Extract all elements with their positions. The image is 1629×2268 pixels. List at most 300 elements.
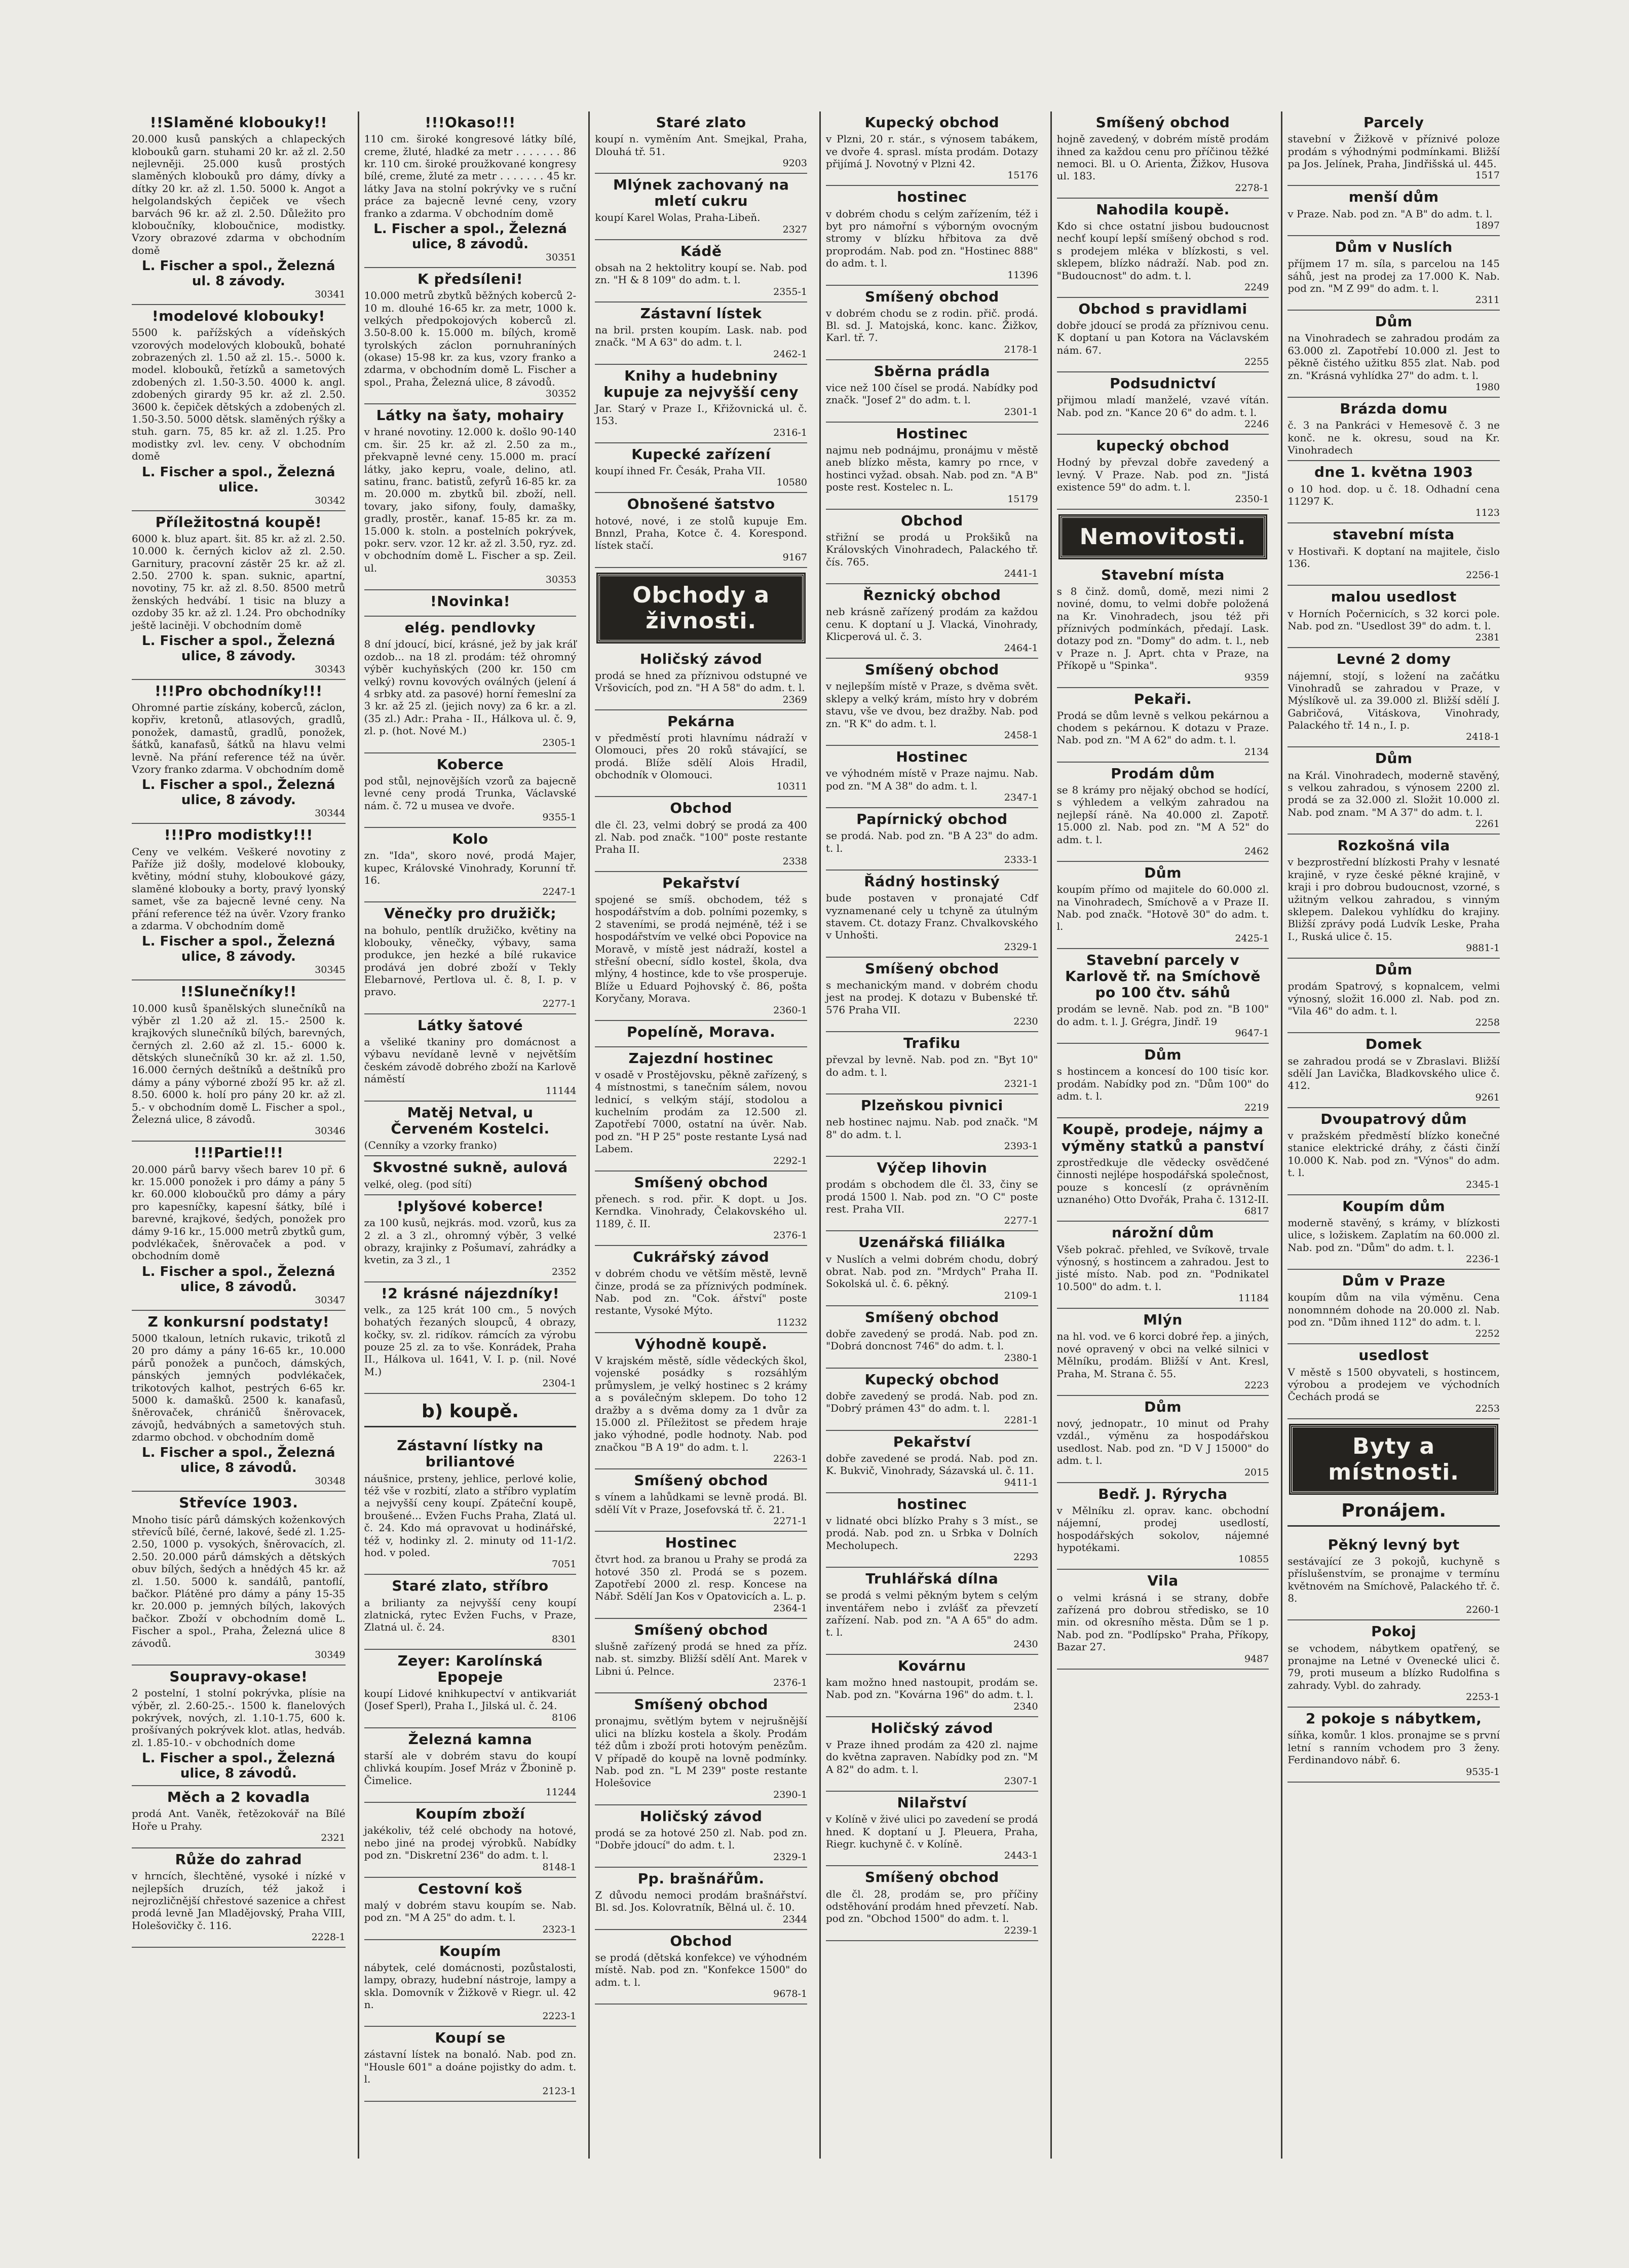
ad-title: Koupím zboží <box>415 1805 525 1823</box>
ad-code: 2307-1 <box>1004 1775 1038 1787</box>
ad-title: Měch a 2 kovadla <box>167 1789 310 1806</box>
ad-title: Domek <box>1365 1036 1422 1053</box>
ad-title: Smíšený obchod <box>634 1696 768 1713</box>
ad-title: Pekařství <box>893 1433 971 1450</box>
ad-title: Střevíce 1903. <box>179 1494 298 1511</box>
classified-ad <box>1287 835 1500 959</box>
ad-text: v Kolíně v živé ulici po zavedení se prodá hned. K doptaní u J. Pleuera, Praha, Riegr. kuchyně č. v Kolíně. <box>825 1813 1038 1850</box>
ad-code: 2261 <box>1475 818 1500 830</box>
classified-ad <box>1057 111 1269 199</box>
ad-code: 2425-1 <box>1235 932 1269 944</box>
ad-text: dobře jdoucí se prodá za příznivou cenu. K doptaní u pan Kotora na Václavském nám. 67. <box>1056 319 1269 356</box>
ad-text: 20.000 kusů panských a chlapeckých klobouků garn. stuhami 20 kr. až zl. 2.50 nejlevněji. 25.000 kusů prostých slaměných klobouků pro dámy, dívky a dítky 20 kr. až zl. 1.50. 5000 k. Angot a helgolandských čepiček ve všech barvách 96 kr. až zl. 2.50. Důležito pro kloboučníky, kloboučnice, modistky. Vzory obrazové zdarma v obchodním domě <box>132 133 346 256</box>
ad-text: se vchodem, nábytkem opatřený, se pronajme na Letné v Ovenecké ulici č. 79, proti museum a blízko Rudolfina s zahrady. Vybl. do zahrady. <box>1287 1642 1500 1691</box>
ad-text: v Hostivaři. K doptaní na majitele, čislo 136. <box>1287 545 1500 570</box>
ad-title: Smíšený obchod <box>865 1869 999 1886</box>
classified-ad <box>1287 1708 1500 1782</box>
ad-code: 9411-1 <box>1004 1477 1038 1488</box>
ad-text: bude postaven v pronajaté Cdf vyznamenané cely u tchyně za útulným stavem. Ct. dotazy Franz. Chvalkovského v Unhošti. <box>825 892 1038 941</box>
ad-title: Obchod <box>900 512 963 529</box>
ad-text: v Praze. Nab. pod zn. "A B" do adm. t. l. <box>1287 207 1493 220</box>
ad-title: Věnečky pro družičk; <box>384 905 557 922</box>
section-heading: Pronájem. <box>1287 1500 1500 1527</box>
classified-ad <box>1057 949 1269 1044</box>
ad-title: Pekaři. <box>1133 690 1192 707</box>
ad-text: na bril. prsten koupím. Lask. nab. pod značk. "M A 63" do adm. t. l. <box>595 323 807 349</box>
classified-ad <box>132 1311 346 1492</box>
ad-title: !Novinka! <box>430 593 510 610</box>
ad-title: K předsíleni! <box>418 270 523 287</box>
classified-ad <box>826 659 1038 746</box>
classified-ad <box>826 360 1038 423</box>
ad-title: kupecký obchod <box>1096 437 1230 455</box>
ad-title: Dům v Praze <box>1342 1272 1446 1289</box>
ad-title: Papírnický obchod <box>856 811 1008 828</box>
ad-title: Dům <box>1375 961 1413 978</box>
ad-code: 15176 <box>1007 170 1038 181</box>
section-banner: Nemovitosti. <box>1060 516 1266 558</box>
ad-title: Dům <box>1375 313 1413 330</box>
ad-text: obsah na 2 hektolitry koupí se. Nab. pod zn. "H & 8 109" do adm. t. l. <box>595 261 807 286</box>
ad-title: usedlost <box>1358 1347 1429 1364</box>
classified-ad <box>364 1575 577 1649</box>
ad-code: 2458-1 <box>1004 730 1038 741</box>
ad-code: 30346 <box>315 1125 346 1137</box>
ad-text: Ohromné partie získány, koberců, záclon, kopřiv, kretonů, atlasových, gradlů, ponožek, damastů, gradlů, ponožek, šátků, kanafasů, šátků na hlavu velmi levně. Na přání reference též na úvěr. Vzory franko zdarma. V obchodním domě <box>132 701 346 776</box>
ad-code: 2430 <box>1013 1638 1038 1650</box>
ad-text: zprostředkuje dle vědecky osvědčené činnosti nejlépe hospodářská společnost, pouze s konceslí (z oprávněním uznaného) Otto Dvořák, Praha č. 1312-II. <box>1056 1156 1269 1205</box>
ad-text: v bezprostřední blízkosti Prahy v lesnaté krajině, v ryze české pěkné krajině, v kraji i pro dobrou budoucnost, vzorné, s užitným velkou zahradou, s vinným sklepem. Dalekou vyhlídku do krajiny. Bližší zprávy podá Ludvík Leske, Praha I., Ruská ulice č. 15. <box>1287 856 1500 942</box>
ad-code: 2292-1 <box>773 1155 807 1166</box>
ad-text: Z důvodu nemoci prodám brašnářství. Bl. sd. Jos. Kolovratník, Bělná ul. č. 10. <box>595 1888 807 1914</box>
ad-title: Hostinec <box>896 748 968 766</box>
classified-ad <box>1287 1344 1500 1419</box>
ad-title: 2 pokoje s nábytkem, <box>1305 1710 1482 1727</box>
classified-ad <box>1287 586 1500 648</box>
ad-title: Pekařství <box>662 874 740 891</box>
ad-text: v Nuslích a velmi dobrém chodu, dobrý obrat. Nab. pod zn. "Mrdych" Praha II. Sokolská ul. č. 6. pěkný. <box>825 1253 1038 1290</box>
ad-text: převzal by levně. Nab. pod zn. "Byt 10" do adm. t. l. <box>825 1053 1038 1078</box>
ad-text: střižní se prodá u Prokšiků na Královských Vinohradech, Palackého tř. čís. 765. <box>825 531 1038 568</box>
ad-title: Kupecké zařízení <box>631 445 771 463</box>
ad-text: 10.000 kusů španělských slunečníků na výběr zl 1.20 až zl. 15.- 2500 k. krajkových slunečníků bílých, barevných, černých zl. 2.60 až zl. 15.- 6000 k. dětských slunečníků 30 kr. až zl. 1.50, 16.000 černých deštníků a deštníků pro dámy a pány výborné zboží 95 kr. až zl. 8.50. 6000 k. holí pro pány 20 kr. až zl. 5.- v obchodním domě L. Fischer a spol., Železná ulice, 8 závodů. <box>132 1002 346 1126</box>
classified-ad <box>595 872 807 1021</box>
ad-title: Pp. brašnářům. <box>637 1870 765 1887</box>
ad-code: 2329-1 <box>773 1851 807 1863</box>
ad-code: 2340 <box>1013 1700 1038 1712</box>
column-6 <box>1281 111 1505 2159</box>
classified-ad <box>132 111 346 305</box>
ad-text: V krajském městě, sídle vědeckých škol, vojenské posádky s rozsáhlým průmyslem, je velký hostinec s 2 krámy a s poválečným sklepem. Do toho 12 dražby a s dvěma domy za 1 dvůr za 15.000 zl. Příležitost se předem hraje jako výhodné, podle hodnoty. Nab. pod značkou "B A 19" do adm. t. l. <box>595 1354 807 1453</box>
ad-text: v Horních Počernicích, s 32 korci pole. Nab. pod zn. "Usedlost 39" do adm. t. l. <box>1287 607 1500 632</box>
classified-ad <box>132 1786 346 1848</box>
classified-ad <box>132 1666 346 1786</box>
ad-text: v nejlepším místě v Praze, s dvěma svět. sklepy a velký krám, místo hry v dobrém stavu, vše ve dvou, bez dražby. Nab. pod zn. "R K" do adm. t. l. <box>825 680 1038 730</box>
ad-code: 10311 <box>776 781 807 792</box>
ad-title: hostinec <box>897 188 967 206</box>
ad-text: nový, jednopatr., 10 minut od Prahy vzdál., výměnu za hospodářskou usedlost. Nab. pod zn. "D V J 15000" do adm. t. l. <box>1056 1417 1269 1467</box>
classified-ad <box>595 710 807 798</box>
ad-title: Pekárna <box>667 712 735 730</box>
classified-ad <box>595 1693 807 1805</box>
classified-ad <box>364 1195 577 1282</box>
classified-ad <box>826 1493 1038 1568</box>
ad-title: Koupím dům <box>1342 1197 1446 1215</box>
ad-code: 2338 <box>782 855 807 867</box>
ad-title: Výčep lihovin <box>877 1159 988 1177</box>
ad-text: prodá se za hotové 250 zl. Nab. pod zn. "Dobře jdoucí" do adm. t. l. <box>595 1826 807 1851</box>
ad-title: !!Slunečníky!! <box>180 983 297 1000</box>
ad-code: 2223-1 <box>542 2011 577 2022</box>
ad-title: Holičský závod <box>639 650 763 667</box>
classified-ad <box>1057 763 1269 862</box>
ad-code: 9167 <box>782 551 807 563</box>
ad-title: !plyšové koberce! <box>396 1197 544 1215</box>
ad-code: 11184 <box>1238 1293 1269 1304</box>
ad-code: 1517 <box>1475 170 1500 181</box>
ad-text: zástavní lístek na bonaló. Nab. pod zn. "Housle 601" a doáne pojistky do adm. t. l. <box>364 2048 577 2086</box>
newspaper-page <box>127 111 1505 2159</box>
ad-title: Uzenářská filiálka <box>858 1234 1006 1251</box>
ad-title: Popelíně, Morava. <box>626 1023 776 1040</box>
ad-title: Hostinec <box>665 1534 737 1552</box>
ad-code: 9678-1 <box>773 1988 807 1999</box>
ad-code: 2418-1 <box>1466 731 1500 743</box>
ad-text: v lidnaté obci blízko Prahy s 3 míst., se prodá. Nab. pod zn. u Srbka v Dolních Mecholupech. <box>825 1514 1038 1552</box>
ad-code: 9261 <box>1475 1091 1500 1103</box>
classified-ad <box>364 1803 577 1877</box>
ad-code: 2301-1 <box>1004 406 1038 418</box>
ad-title: Brázda domu <box>1340 400 1448 418</box>
ad-title: !!!Pro obchodníky!!! <box>155 682 323 699</box>
ad-firm: L. Fischer a spol., Železná ulice, 8 závodů. <box>142 1264 335 1295</box>
ad-code: 7051 <box>551 1559 577 1570</box>
ad-code: 2333-1 <box>1004 854 1038 865</box>
ad-code: 2281-1 <box>1004 1414 1038 1426</box>
ad-code: 2344 <box>782 1913 807 1925</box>
classified-ad <box>826 1306 1038 1369</box>
ad-title: !!Slaměné klobouky!! <box>149 114 327 131</box>
ad-title: Kolo <box>452 830 488 847</box>
ad-text: Ceny ve velkém. Veškeré novotiny z Paříže již došly, modelové klobouky, květiny, módní stuhy, kloboukové gázy, slaměné klobouky a borty, pravý lyonský samet, vše za bajecně levné ceny. Na přání reference též na úvěr. Vzory franko a zdarma. V obchodním domě <box>132 845 346 932</box>
ad-code: 2376-1 <box>773 1677 807 1689</box>
classified-ad <box>1057 862 1269 949</box>
ad-firm: L. Fischer a spol., Železná ulice, 8 závody. <box>142 777 335 808</box>
ad-title: Koupí se <box>435 2029 506 2047</box>
classified-ad <box>595 240 807 303</box>
classified-ad <box>595 648 807 710</box>
ad-title: Dvoupatrový dům <box>1320 1110 1467 1127</box>
ad-code: 2327 <box>782 223 807 235</box>
classified-ad <box>595 1021 807 1047</box>
ad-title: Zástavní lístek <box>640 305 762 322</box>
classified-ad <box>595 1171 807 1246</box>
ad-code: 2464-1 <box>1004 642 1038 654</box>
ad-title: Zeyer: Karolínská Epopeje <box>397 1652 543 1685</box>
ad-title: Cestovní koš <box>418 1880 523 1897</box>
ad-code: 9487 <box>1244 1653 1269 1665</box>
ad-code: 30351 <box>545 251 577 263</box>
ad-title: Stavební parcely v Karlově tř. na Smíchově po 100 čtv. sáhů <box>1065 951 1261 1001</box>
ad-text: V městě s 1500 obyvateli, s hostincem, výrobou a prodejem ve východních Čechách prodá se <box>1287 1366 1500 1403</box>
ad-text: hotové, nové, i ze stolů kupuje Em. Bnnzl, Praha, Kotce č. 4. Korespond. lístek stačí. <box>595 514 807 552</box>
classified-ad <box>826 510 1038 584</box>
ad-title: Mlýnek zachovaný na mletí cukru <box>613 176 789 210</box>
ad-code: 30341 <box>315 289 346 300</box>
ad-code: 2462-1 <box>773 348 807 360</box>
ad-code: 2255 <box>1244 356 1269 368</box>
ad-code: 11396 <box>1007 269 1038 281</box>
ad-code: 2376-1 <box>773 1230 807 1241</box>
classified-ad <box>595 1619 807 1693</box>
classified-ad <box>364 268 577 404</box>
ad-text: pronajmu, světlým bytem v nejrušnější ulici na blízku kostela a školy. Prodám též dům i zboží proti hotovým penězům. V případě do koupě na lovně podmínky. Nab. pod zn. "L M 239" poste restante Holešovice <box>595 1715 807 1789</box>
ad-code: 15179 <box>1007 493 1038 505</box>
classified-ad <box>1287 311 1500 398</box>
ad-code: 2123-1 <box>542 2085 577 2097</box>
classified-ad <box>595 111 807 174</box>
classified-ad <box>132 980 346 1142</box>
ad-code: 2256-1 <box>1466 570 1500 581</box>
ad-text: koupí ihned Fr. Česák, Praha VII. <box>595 465 766 477</box>
ad-code: 10855 <box>1238 1554 1269 1565</box>
ad-text: za 100 kusů, nejkrás. mod. vzorů, kus za 2 zl. a 3 zl., ohromný výběr, 3 velké obrazy, krajinky z Pošumaví, zahrádky a kvetin, za 3 zl., 1 <box>364 1217 577 1266</box>
ad-code: 2252 <box>1475 1328 1500 1340</box>
classified-ad <box>1057 564 1269 688</box>
ad-code: 2323-1 <box>542 1923 577 1935</box>
classified-ad <box>595 1246 807 1333</box>
ad-text: stavební v Žižkově v příznivé poloze prodám s výhodnými podmínkami. Bližší pa Jos. Jelínek, Praha, Jindřišská ul. 445. <box>1287 133 1500 170</box>
ad-title: Kupecký obchod <box>864 1371 1000 1388</box>
ad-text: o 10 hod. dop. u č. 18. Odhadní cena 11297 K. <box>1287 482 1500 507</box>
ad-text: na bohulo, pentlík družičko, květiny na klobouky, věnečky, výbavy, sama produkce, jen hezké a bílé rukavice prodává jen dobré zboží v Tekly Elebarnové, Pertlova ul. č. 8, I. p. v pravo. <box>364 924 577 998</box>
ad-code: 30343 <box>315 663 346 675</box>
column-1 <box>127 111 351 2159</box>
classified-ad <box>595 1333 807 1469</box>
classified-ad <box>1287 1534 1500 1621</box>
ad-code: 11232 <box>776 1316 807 1328</box>
ad-title: Příležitostná koupě! <box>155 513 322 531</box>
ad-text: se prodá s velmi pěkným bytem s celým inventářem nebo i zvlášť za převzetí zařízení. Nab. pod zn. "A A 65" do adm. t. l. <box>825 1589 1038 1639</box>
ad-text: 6000 k. bluz apart. šit. 85 kr. až zl. 2.50. 10.000 k. černých kiclov až zl. 2.50. Garnitury, pracovní zástěr 25 kr. až zl. 2.50. 2700 k. span. suknic, apartní, novotiny, 75 kr. až zl. 8.50. 8500 metrů ženských hedvábí. 1 tisic na bluzy a ozdoby 35 kr. až zl. 1.24. Pro obchodníky ještě laciněji. V obchodním domě <box>132 532 346 631</box>
ad-text: koupí Karel Wolas, Praha-Libeň. <box>595 211 761 224</box>
classified-ad <box>826 1792 1038 1866</box>
ad-text: nájemní, stojí, s ložení na začátku Vinohradů se zahradou v Praze, v Mýslíkově ul. za 39.000 zl. Bližší sdělí J. Gabričová, Vitáskova, Vinohrady, Palackého tř. 14 n., I. p. <box>1287 669 1500 732</box>
ad-text: prodá Ant. Vaněk, řetězokovář na Bílé Hoře u Prahy. <box>132 1807 346 1832</box>
ad-title: Dům <box>1144 1398 1182 1415</box>
ad-firm: L. Fischer a spol., Železná ulice. <box>142 464 335 495</box>
ad-title: Matěj Netval, u Červeném Kostelci. <box>391 1104 550 1137</box>
classified-ad <box>1057 199 1269 298</box>
ad-text: 110 cm. široké kongresové látky bílé, creme, žluté, hladké za metr . . . . . . . 86 kr. 110 cm. široké proužkované kongresy bílé, creme, žluté za metr . . . . . . . 45 kr. látky Java na stolní pokrývky ve s ruční práce za bajecně levné ceny, vzory franko a zdarma. V obchodním domě <box>364 133 577 219</box>
classified-ad <box>595 797 807 872</box>
classified-ad <box>364 617 577 753</box>
ad-text: (Cenníky a vzorky franko) <box>364 1139 497 1151</box>
ad-title: Truhlářská dílna <box>865 1570 999 1587</box>
ad-title: Hostinec <box>896 425 968 442</box>
classified-ad <box>1287 186 1500 236</box>
ad-text: dle čl. 23, velmi dobrý se prodá za 400 zl. Nab. pod značk. "100" poste restante Praha II. <box>595 818 807 856</box>
ad-code: 2390-1 <box>773 1789 807 1800</box>
classified-ad <box>826 871 1038 958</box>
ad-code: 2360-1 <box>773 1004 807 1016</box>
ad-title: Koupě, prodeje, nájmy a výměny statků a panství <box>1061 1121 1265 1154</box>
ad-title: Kupecký obchod <box>864 114 1000 131</box>
classified-ad <box>826 423 1038 510</box>
ad-text: přenech. s rod. přir. K dopt. u Jos. Kerndka. Vinohrady, Čelakovského ul. 1189, č. II. <box>595 1192 807 1230</box>
classified-ad <box>595 1805 807 1868</box>
classified-ad <box>1057 435 1269 509</box>
ad-title: hostinec <box>897 1495 967 1513</box>
classified-ad <box>1287 523 1500 586</box>
classified-ad <box>595 174 807 240</box>
ad-title: Vila <box>1147 1572 1179 1590</box>
ad-code: 2462 <box>1244 846 1269 857</box>
ad-text: s hostincem a koncesí do 100 tisíc kor. prodám. Nabídky pod zn. "Dům 100" do adm. t. l. <box>1056 1065 1269 1103</box>
ad-title: Holičský závod <box>870 1719 994 1736</box>
ad-title: Dům <box>1144 864 1182 881</box>
ad-text: v předměstí proti hlavnímu nádraží v Olomouci, přes 20 roků stávající, se prodá. Blíže sdělí Alois Hradil, obchodník v Olomouci. <box>595 731 807 781</box>
ad-title: Kovárnu <box>897 1657 966 1674</box>
classified-ad <box>1287 111 1500 186</box>
classified-ad <box>1287 747 1500 835</box>
ad-code: 2369 <box>782 694 807 705</box>
ad-text: náušnice, prsteny, jehlice, perlové kolie, též vše v rozbití, zlato a stříbro vyplatím a nejvyšší ceny koupí. Zpáteční koupě, broušené... Evžen Fuchs Praha, Zlatá ul. č. 24. Kdo má opravovat u hodinářské, též v, hodinky zl. 2. minuty od 11-1/2. hod. v poled. <box>364 1472 577 1559</box>
ad-title: Prodám dům <box>1111 765 1215 782</box>
classified-ad <box>826 186 1038 285</box>
ad-title: Růže do zahrad <box>175 1851 302 1868</box>
classified-ad <box>132 305 346 511</box>
ad-code: 2316-1 <box>773 427 807 438</box>
ad-code: 30347 <box>315 1294 346 1306</box>
ad-text: neb hostinec najmu. Nab. pod značk. "M 8" do adm. t. l. <box>825 1116 1038 1141</box>
classified-ad <box>1057 298 1269 372</box>
ad-title: Levné 2 domy <box>1336 651 1451 668</box>
ad-code: 2253 <box>1475 1403 1500 1414</box>
ad-title: Obnošené šatstvo <box>627 496 775 513</box>
classified-ad <box>1287 236 1500 311</box>
ad-title: Pokoj <box>1371 1623 1417 1640</box>
ad-text: vice než 100 čísel se prodá. Nabídky pod značk. "Josef 2" do adm. t. l. <box>825 382 1038 406</box>
classified-ad <box>364 1940 577 2027</box>
ad-text: se prodá. Nab. pod zn. "B A 23" do adm. t. l. <box>825 829 1038 854</box>
ad-title: Staré zlato <box>656 114 746 131</box>
section-banner: Obchody a živnosti. <box>598 574 804 642</box>
classified-ad <box>595 303 807 365</box>
classified-ad <box>1057 1309 1269 1396</box>
ad-text: velké, oleg. (pod sítí) <box>364 1178 472 1190</box>
ad-text: o velmi krásná i se strany, dobře zařízená pro dobrou středisko, se 10 min. od okresního města. Dům se 1 p. Nab. pod zn. "Podlípsko" Praha, Příkopy, Bazar 27. <box>1056 1591 1269 1653</box>
classified-ad <box>826 1866 1038 1941</box>
ad-title: Dům <box>1375 750 1413 767</box>
ad-text: s vínem a lahůdkami se levně prodá. Bl. sdělí Vít v Praze, Josefovská tř. č. 21. <box>595 1491 807 1516</box>
classified-ad <box>1287 1033 1500 1108</box>
ad-code: 2249 <box>1244 281 1269 293</box>
ad-firm: L. Fischer a spol., Železná ulice, 8 závodů. <box>373 221 567 252</box>
ad-title: Podsudnictví <box>1110 375 1216 392</box>
ad-title: Řádný hostinský <box>864 873 1000 890</box>
ad-text: na Král. Vinohradech, moderně stavěný, s velkou zahradou, s výnosem 2200 zl. prodá se za 32.000 zl. Složit 10.000 zl. Nab. pod znam. "M A 37" do adm. t. l. <box>1287 769 1500 818</box>
ad-title: Nilařství <box>897 1794 967 1811</box>
ad-title: Obchod <box>670 1932 732 1949</box>
classified-ad <box>826 1094 1038 1157</box>
ad-code: 2393-1 <box>1004 1141 1038 1152</box>
ad-title: Knihy a hudebniny kupuje za nejvyšší ceny <box>603 367 799 400</box>
ad-text: najmu neb podnájmu, pronájmu v městě aneb blízko města, kamry po rnce, v hostinci vyžad. obsah. Nab. pod zn. "A B" poste rest. Kostelec n. L. <box>825 444 1038 494</box>
classified-ad <box>364 1102 577 1157</box>
classified-ad <box>132 1492 346 1665</box>
ad-code: 2329-1 <box>1004 941 1038 953</box>
ad-code: 9535-1 <box>1466 1766 1500 1778</box>
ad-text: jakékoliv, též celé obchody na hotové, nebo jiné na prodej výrobků. Nabídky pod zn. "Diskretní 236" do adm. t. l. <box>364 1824 577 1862</box>
classified-ad <box>364 828 577 902</box>
ad-code: 2355-1 <box>773 286 807 297</box>
ad-title: Rozkošná vila <box>1337 837 1450 854</box>
ad-text: v hrncích, šlechtěné, vysoké i nízké v nejlepších druzích, též jakož i nejrozličnější chřestové sazenice a chřest prodá levně Jan Mladějovský, Praha VIII, Holešovičky č. 116. <box>132 1870 346 1932</box>
ad-text: dobře zavedený se prodá. Nab. pod zn. "Dobrá doncnost 746" do adm. t. l. <box>825 1327 1038 1352</box>
ad-code: 2321-1 <box>1004 1078 1038 1090</box>
ad-title: Látky šatové <box>417 1016 523 1034</box>
ad-title: Smíšený obchod <box>865 960 999 977</box>
ad-text: Hodný by převzal dobře zavedený a levný. V Praze. Nab. pod zn. "Jistá existence 59" do adm. t. l. <box>1056 456 1269 494</box>
ad-code: 2219 <box>1244 1102 1269 1114</box>
classified-ad <box>826 1157 1038 1231</box>
ad-title: Zástavní lístky na briliantové <box>397 1437 544 1470</box>
classified-ad <box>826 746 1038 808</box>
ad-firm: L. Fischer a spol., Železná ulice, 8 závodů. <box>142 1751 335 1782</box>
ad-text: na hl. vod. ve 6 korci dobré řep. a jiných, nové opravený v obci na velké silnici v Mělníku, prodám. Bližší v Ant. Kresl, Praha, M. Strana č. 55. <box>1056 1330 1269 1380</box>
ad-title: !2 krásné nájezdníky! <box>381 1284 560 1302</box>
classified-ad <box>595 1868 807 1930</box>
ad-text: Kdo si chce ostatní jisbou budoucnost nechť koupí lepší smíšený obchod s rod. s prodejem mléka v blízkosti, s vel. sklepem, blízko nádraží. Nab. pod zn. "Budoucnost" do adm. t. l. <box>1056 219 1269 282</box>
classified-ad <box>364 1728 577 1803</box>
ad-code: 6817 <box>1244 1205 1269 1217</box>
classified-ad <box>132 680 346 824</box>
ad-title: Bedř. J. Rýrycha <box>1098 1485 1228 1502</box>
ad-title: stavební místa <box>1333 526 1455 543</box>
ad-title: Sběrna prádla <box>874 362 990 380</box>
classified-ad <box>826 584 1038 659</box>
ad-code: 2015 <box>1244 1466 1269 1478</box>
ad-title: Soupravy-okase! <box>169 1668 308 1685</box>
classified-ad <box>1287 461 1500 523</box>
ad-title: Skvostné sukně, aulová <box>372 1159 568 1176</box>
ad-title: Smíšený obchod <box>865 288 999 305</box>
ad-title: Cukrářský závod <box>633 1249 770 1266</box>
classified-ad <box>364 1014 577 1102</box>
ad-text: a brilianty za nejvyšší ceny koupí zlatnická, rytec Evžen Fuchs, v Praze, Zlatná ul. č. 24. <box>364 1596 577 1634</box>
ad-code: 2381 <box>1475 632 1500 644</box>
ad-text: Prodá se dům levně s velkou pekárnou a chodem s pekárnou. K dotazu v Praze. Nab. pod zn. "M A 62" do adm. t. l. <box>1056 709 1269 746</box>
ad-text: č. 3 na Pankráci v Hemesově č. 3 ne konč. ne k. okresu, soud na Kr. Vinohradech <box>1287 419 1500 457</box>
ad-title: Smíšený obchod <box>865 1308 999 1326</box>
ad-text: s mechanickým mand. v dobrém chodu jest na prodej. K dotazu v Bubenské tř. 576 Praha VII. <box>825 978 1038 1016</box>
ad-text: moderně stavěný, s krámy, v blízkosti ulice, s ložiskem. Zaplatím na 60.000 zl. Nab. pod zn. "Dům" do adm. t. l. <box>1287 1216 1500 1254</box>
ad-text: prodám s obchodem dle čl. 33, činy se prodá 1500 l. Nab. pod zn. "O C" poste rest. Praha VII. <box>825 1178 1038 1215</box>
classified-ad <box>595 1047 807 1171</box>
ad-code: 11244 <box>545 1787 577 1798</box>
ad-text: čtvrt hod. za branou u Prahy se prodá za hotové 350 zl. Prodá se s pozem. Zapotřebí 2000 zl. resp. Koncese na Nábř. Sdělí Jan Kos v Opatovicích a. L. p. <box>595 1553 807 1603</box>
ad-text: v Mělníku zl. oprav. kanc. obchodní nájemní, prodej usedlostí, hospodářských sokolov, nájemné hypotékami. <box>1056 1504 1269 1554</box>
ad-firm: L. Fischer a spol., Železná ulice, 8 závody. <box>142 633 335 664</box>
classified-ad <box>826 1369 1038 1431</box>
ad-title: !modelové klobouky! <box>151 308 325 325</box>
ad-code: 2350-1 <box>1235 493 1269 505</box>
ad-title: malou usedlost <box>1331 588 1457 606</box>
ad-code: 30349 <box>315 1649 346 1660</box>
ad-title: nárožní dům <box>1111 1224 1215 1241</box>
ad-code: 2443-1 <box>1004 1850 1038 1862</box>
